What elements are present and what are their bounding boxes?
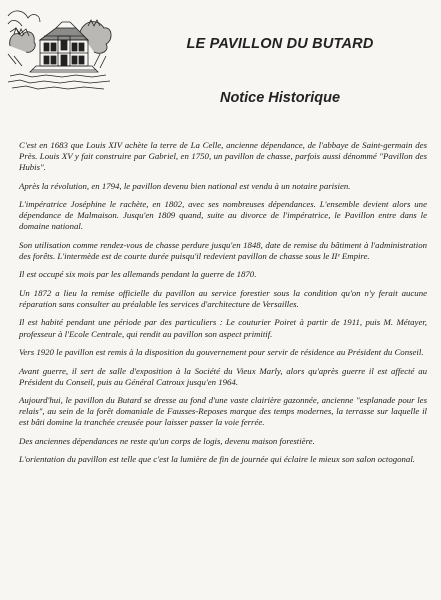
paragraph-1920: Vers 1920 le pavillon est remis à la disposition du gouvernement pour servir de résidence au Président du Conseil. <box>19 347 424 358</box>
paragraph-1872: Un 1872 a lieu la remise officielle du pavillon au service forestier sous la condition qu'on n'y ferait aucune réparation sans consulter au préalable les services d'architecture de Versailles. <box>19 287 427 309</box>
notice-body <box>19 140 427 473</box>
paragraph-1870: Il est occupé six mois par les allemands pendant la guerre de 1870. <box>19 269 257 280</box>
paragraph-dependances: Des anciennes dépendances ne reste qu'un corps de logis, devenu maison forestière. <box>19 435 315 446</box>
paragraph-1911: Il est habité pendant une période par des particuliers : Le couturier Poiret à partir de 1911, puis M. Métayer, professeur à l'Ecole Centrale, qui rendit au pavillon son aspect primitif. <box>19 317 427 339</box>
paragraph-1683: C'est en 1683 que Louis XIV achète la terre de La Celle, ancienne dépendance, de l'abbaye de Saint-germain des Près. Louis XV y fait construire par Gabriel, en 1750, un pavillon de chasse, parfois aussi dénommé "Pavillon des Hubis". <box>19 140 427 173</box>
page-title: LE PAVILLON DU BUTARD <box>186 36 374 52</box>
page-subtitle: Notice Historique <box>219 90 341 106</box>
paragraph-1794: Après la révolution, en 1794, le pavillon devenu bien national est vendu à un notaire parisien. <box>19 180 351 191</box>
paragraph-orientation: L'orientation du pavillon est telle que c'est la lumière de fin de journée qui éclaire le mieux son salon octogonal. <box>19 454 415 465</box>
paragraph-1848: Son utilisation comme rendez-vous de chasse perdure jusqu'en 1848, date de remise du bâtiment à l'administration des forêts. L'intermède est de courte durée puisqu'il redevient pavillon de chasse sous le IIᵉ Empire. <box>19 239 427 261</box>
paragraph-1802: L'impératrice Joséphine le rachète, en 1802, avec ses nombreuses dépendances. L'ensemble devient alors une dépendance de Malmaison. Jusqu'en 1809 quand, suite au divorce de l'impératrice, le Pavillon entre dans le domaine national. <box>19 199 427 232</box>
paragraph-1964: Avant guerre, il sert de salle d'exposition à la Société du Vieux Marly, alors qu'après guerre il est affecté au Président du Conseil, puis au Général Catroux jusqu'en 1964. <box>19 365 427 387</box>
pavillon-sketch-illustration <box>6 6 114 94</box>
paragraph-today: Aujourd'hui, le pavillon du Butard se dresse au fond d'une vaste clairière gazonnée, ancienne "esplanade pour les relais", au sein de la forêt domaniale de Fausses-Reposes marque des temps modernes, la terrasse sur laquelle il est bâti domine la tranchée creusée pour laisser passer la voie ferrée. <box>19 395 427 428</box>
